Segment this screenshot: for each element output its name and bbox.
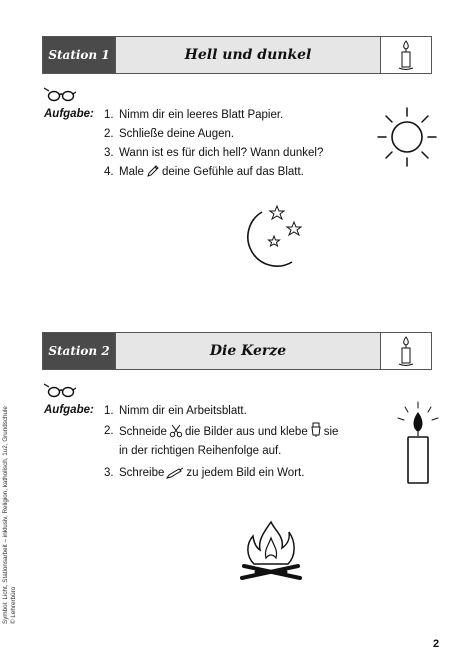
station-1-title: Hell und dunkel (116, 37, 381, 73)
step-text (119, 422, 349, 461)
step (104, 125, 349, 144)
step-text-after: deine Gefühle auf das Blatt. (161, 166, 304, 178)
step-number: 3. (104, 467, 114, 479)
station-2-candle-box (381, 333, 431, 369)
campfire-icon (238, 520, 304, 586)
step-number: 1. (104, 109, 114, 121)
step-text: Wann ist es für dich hell? Wann dunkel? (119, 147, 324, 159)
step (104, 144, 349, 163)
step (104, 422, 349, 461)
side-credit-text: Symbol: Licht, Stationsarbeit – inklusiv, Religion, katholisch, 1u2, Grundschule (2, 406, 9, 624)
step-number: 1. (104, 405, 114, 417)
step-number: 2. (104, 128, 114, 140)
step-text-before: Male (119, 166, 144, 178)
step-text: Nimm dir ein leeres Blatt Papier. (119, 109, 284, 121)
page-number: 2 (433, 638, 440, 650)
station-2-label: Station 2 (43, 333, 116, 369)
station-2-task-label: Aufgabe: (44, 404, 94, 416)
step-number: 3. (104, 147, 114, 159)
step-text-after: sie in der richtigen Reihenfolge auf. (119, 426, 339, 457)
glasses-icon (44, 85, 76, 103)
step-text: Nimm dir ein Arbeitsblatt. (119, 405, 247, 417)
candle-icon (396, 335, 416, 367)
station-2-title: Die Kerze (116, 333, 381, 369)
station-1-steps (104, 106, 349, 182)
candle-icon (396, 39, 416, 71)
pen-icon (166, 467, 184, 479)
side-credit (2, 394, 18, 624)
pencil-icon (146, 164, 160, 178)
sun-icon (374, 104, 440, 170)
station-1-task-label: Aufgabe: (44, 108, 94, 120)
station-1-candle-box (381, 37, 431, 73)
step-text (119, 163, 349, 182)
station-1-header (42, 36, 432, 74)
step-text-before: Schneide (119, 426, 167, 438)
step-text: Schließe deine Augen. (119, 128, 235, 140)
lit-candle-icon (395, 400, 441, 488)
step (104, 402, 349, 421)
station-2-header (42, 332, 432, 370)
step-number: 2. (104, 425, 114, 437)
scissors-icon (169, 424, 183, 438)
step-number: 4. (104, 166, 114, 178)
moon-stars-icon (234, 204, 310, 274)
station-1-label: Station 1 (43, 37, 116, 73)
step-text-before: Schreibe (119, 467, 165, 479)
step-text (119, 464, 349, 483)
side-copyright: © Lehrerbüro (10, 586, 17, 624)
step (104, 163, 349, 182)
step (104, 106, 349, 125)
step (104, 464, 349, 483)
station-2-steps (104, 402, 349, 483)
step-text-after: zu jedem Bild ein Wort. (186, 467, 305, 479)
step-text-middle: die Bilder aus und klebe (184, 426, 308, 438)
glue-stick-icon (310, 422, 322, 438)
glasses-icon (44, 381, 76, 399)
